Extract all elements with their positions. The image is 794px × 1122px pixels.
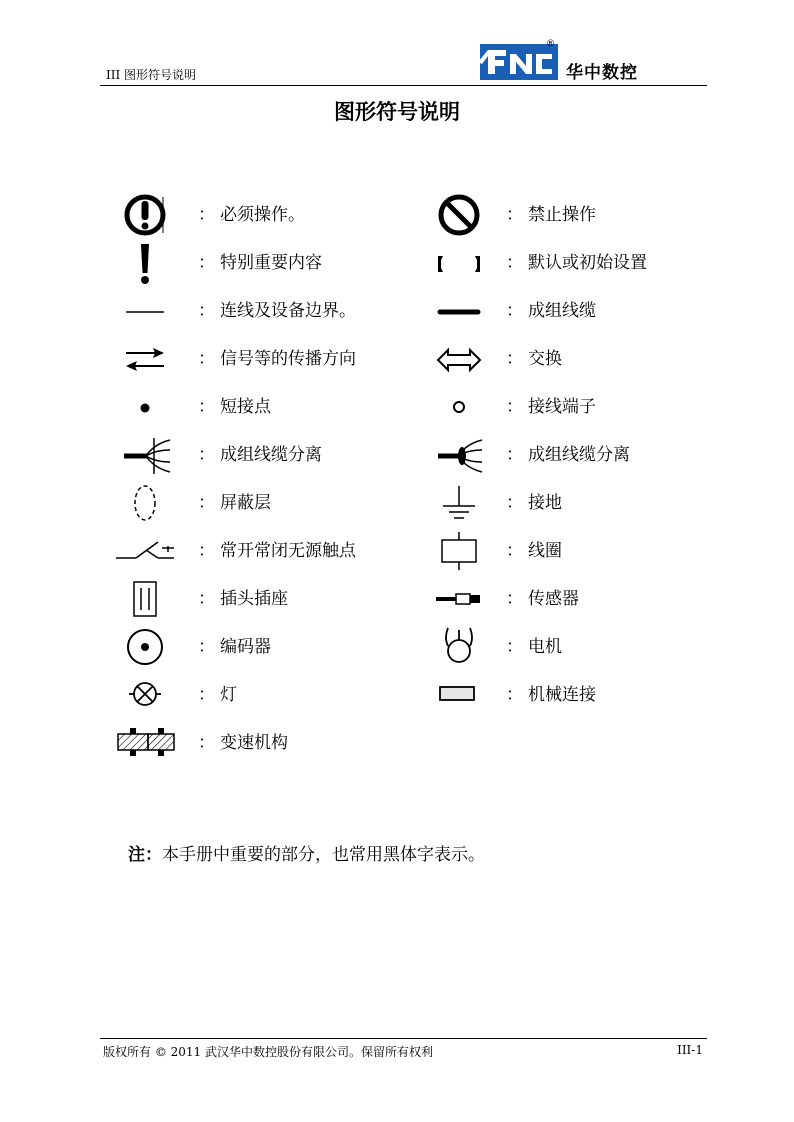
logo-text: 华中数控: [566, 63, 638, 83]
legend-text-sensor: ： 传感器: [506, 589, 579, 609]
registered-mark: ®: [546, 39, 555, 49]
legend-text-motor: ： 电机: [506, 637, 562, 657]
legend-text-signal: ： 信号等的传播方向: [198, 349, 356, 369]
legend-text-plug: ： 插头插座: [198, 589, 288, 609]
page-title: 图形符号说明: [334, 99, 460, 124]
legend-text-thin-line: ： 连线及设备边界。: [198, 301, 356, 321]
double-arrow-icon: [424, 336, 494, 382]
legend-text-gear: ： 变速机构: [198, 733, 288, 753]
plug-socket-icon: [110, 576, 180, 622]
legend-text-shield: ： 屏蔽层: [198, 493, 271, 513]
legend-text-dot: ： 短接点: [198, 397, 271, 417]
gear-mechanism-icon: [110, 720, 180, 766]
note-text: 本手册中重要的部分，也常用黑体字表示。: [162, 845, 485, 865]
legend-text-lamp: ： 灯: [198, 685, 237, 705]
legend-text-ground: ： 接地: [506, 493, 562, 513]
cable-split-icon: [110, 432, 180, 478]
legend-text-mandatory: ： 必须操作。: [198, 205, 305, 225]
sensor-icon: [424, 576, 494, 622]
lamp-icon: [110, 672, 180, 718]
legend-text-mechanical: ： 机械连接: [506, 685, 596, 705]
legend-text-contact: ： 常开常闭无源触点: [198, 541, 356, 561]
legend-text-cable: ： 成组线缆: [506, 301, 596, 321]
dot-icon: [110, 384, 180, 430]
cable-split-thick-icon: [424, 432, 494, 478]
signal-arrows-icon: [110, 336, 180, 382]
prohibited-icon: [424, 192, 494, 238]
page-number: III-1: [677, 1043, 703, 1057]
legend-text-cable-split: ： 成组线缆分离: [198, 445, 322, 465]
legend-text-cable-split-2: ： 成组线缆分离: [506, 445, 630, 465]
section-label: III 图形符号说明: [106, 68, 197, 82]
footer-copyright: 版权所有 © 2011 武汉华中数控股份有限公司。保留所有权利: [103, 1045, 433, 1059]
ground-icon: [424, 480, 494, 526]
footer-rule: [100, 1038, 707, 1039]
legend-text-terminal: ： 接线端子: [506, 397, 596, 417]
legend-text-encoder: ： 编码器: [198, 637, 271, 657]
legend-text-default: ： 默认或初始设置: [506, 253, 647, 273]
legend-text-exchange: ： 交换: [506, 349, 562, 369]
thick-line-icon: [424, 288, 494, 334]
nc-contact-icon: [110, 528, 180, 574]
terminal-circle-icon: [424, 384, 494, 430]
thin-line-icon: [110, 288, 180, 334]
note: [128, 840, 485, 865]
mechanical-link-icon: [424, 672, 494, 718]
encoder-icon: [110, 624, 180, 670]
brackets-icon: [424, 240, 494, 286]
legend-text-coil: ： 线圈: [506, 541, 562, 561]
mandatory-operation-icon: [110, 192, 180, 238]
note-label: 注：: [128, 845, 162, 865]
shield-layer-icon: [110, 480, 180, 526]
coil-icon: [424, 528, 494, 574]
motor-icon: [424, 624, 494, 670]
exclamation-icon: [110, 240, 180, 286]
legend-text-prohibited: ： 禁止操作: [506, 205, 596, 225]
legend-text-important: ： 特别重要内容: [198, 253, 322, 273]
